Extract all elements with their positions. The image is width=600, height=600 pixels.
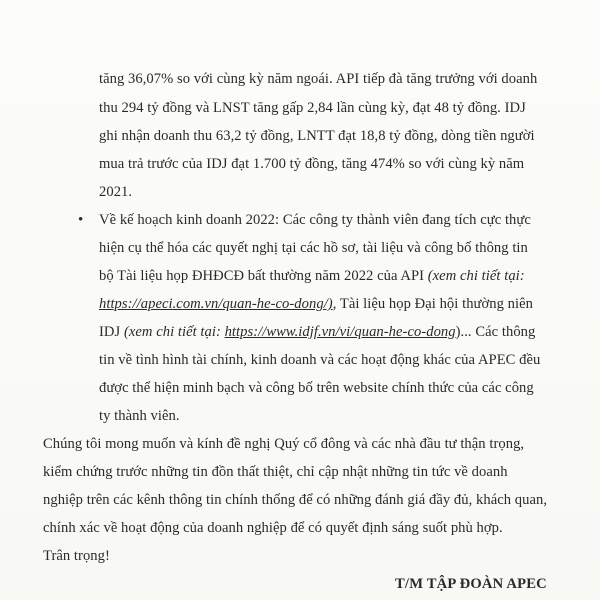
bullet-line: tin về tình hình tài chính, kinh doanh và các hoạt động khác của APEC đều xyxy=(99,352,541,368)
bullet-line: được thể hiện minh bạch và công bố trên website chính thức của các công xyxy=(99,380,534,396)
bullet-line: hiện cụ thể hóa các quyết nghị tại các hồ sơ, tài liệu và công bố thông tin xyxy=(99,240,528,256)
bullet-text: )... Các thông xyxy=(455,324,536,340)
closing-line: Chúng tôi mong muốn và kính đề nghị Quý cổ đông và các nhà đầu tư thận trọng, xyxy=(43,436,525,452)
bullet-text: IDJ xyxy=(99,324,124,340)
paragraph-line: thu 294 tỷ đồng và LNST tăng gấp 2,84 lần cùng kỳ, đạt 48 tỷ đồng. IDJ xyxy=(99,100,526,116)
signature-title: T/M TẬP ĐOÀN APEC xyxy=(395,576,547,592)
bullet-line xyxy=(99,323,535,341)
paragraph-line: tăng 36,07% so với cùng kỳ năm ngoái. API tiếp đà tăng trưởng với doanh xyxy=(99,71,538,87)
bullet-line xyxy=(99,267,525,285)
paragraph-line: 2021. xyxy=(99,184,133,200)
closing-line: chính xác về hoạt động của doanh nghiệp để có quyết định sáng suốt phù hợp. xyxy=(43,520,503,536)
api-shareholder-link[interactable]: https://apeci.com.vn/quan-he-co-dong/) xyxy=(99,296,333,312)
paragraph-line: ghi nhận doanh thu 63,2 tỷ đồng, LNTT đạt 18,8 tỷ đồng, dòng tiền người xyxy=(99,128,535,144)
bullet-line xyxy=(99,295,533,313)
bullet-text: , Tài liệu họp Đại hội thường niên xyxy=(332,296,533,312)
greeting: Trân trọng! xyxy=(43,548,110,564)
bullet-italic-note: (xem chi tiết tại: xyxy=(427,268,525,284)
bullet-italic-note: (xem chi tiết tại: xyxy=(123,324,225,340)
closing-line: nghiệp trên các kênh thông tin chính thống để có những đánh giá đầy đủ, khách quan, xyxy=(43,492,548,508)
closing-line: kiểm chứng trước những tin đồn thất thiệt, chỉ cập nhật những tin tức về doanh xyxy=(43,464,508,480)
idj-shareholder-link[interactable]: https://www.idjf.vn/vi/quan-he-co-dong xyxy=(224,324,456,340)
bullet-marker: • xyxy=(78,212,84,228)
paragraph-line: mua trả trước của IDJ đạt 1.700 tỷ đồng, tăng 474% so với cùng kỳ năm xyxy=(99,156,525,172)
bullet-text: bộ Tài liệu họp ĐHĐCĐ bất thường năm 2022 của API xyxy=(99,268,428,284)
bullet-line: Về kế hoạch kinh doanh 2022: Các công ty thành viên đang tích cực thực xyxy=(99,212,531,228)
bullet-line: ty thành viên. xyxy=(99,408,180,424)
